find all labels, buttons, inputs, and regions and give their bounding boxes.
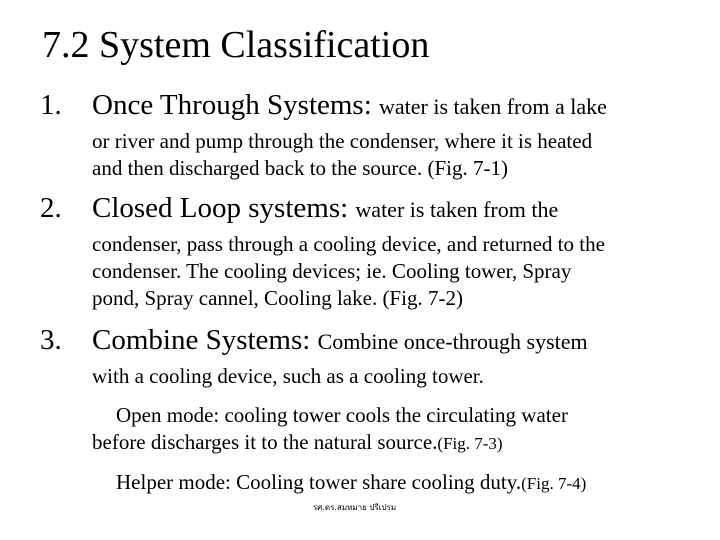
item-lead-text: water is taken from the xyxy=(355,197,559,222)
item-heading: Combine Systems: xyxy=(92,324,311,356)
slide-title: 7.2 System Classification xyxy=(42,24,430,66)
open-mode-line-1 xyxy=(92,402,568,429)
item-body xyxy=(92,231,700,312)
list-item-closed-loop xyxy=(40,191,700,312)
item-body-line: or river and pump through the condenser, where it is heated xyxy=(92,129,593,153)
item-lead-text: water is taken from a lake xyxy=(379,94,607,119)
item-number: 3. xyxy=(40,324,62,356)
open-mode-line-2 xyxy=(92,429,568,457)
open-mode-text-cont: before discharges it to the natural source. xyxy=(92,430,438,454)
item-body-line: condenser. The cooling devices; ie. Cooling tower, Spray xyxy=(92,259,572,283)
list-item-combine xyxy=(40,323,700,390)
item-body-line: and then discharged back to the source. (Fig. 7-1) xyxy=(92,156,508,180)
item-heading-row xyxy=(40,191,700,227)
item-heading-row xyxy=(40,323,700,359)
footer-author: รศ.ดร.สมหมาย ปรีเปรม xyxy=(313,503,397,512)
item-body xyxy=(92,363,700,390)
open-mode-text: Open mode: cooling tower cools the circulating water xyxy=(116,403,568,427)
item-body-line: pond, Spray cannel, Cooling lake. (Fig. 7-2) xyxy=(92,286,463,310)
item-number: 2. xyxy=(40,192,62,224)
open-mode-fig-ref: (Fig. 7-3) xyxy=(437,434,503,453)
item-heading: Once Through Systems: xyxy=(92,89,372,121)
item-heading-row xyxy=(40,88,700,124)
open-mode-paragraph xyxy=(92,402,568,457)
helper-mode-paragraph xyxy=(92,469,586,497)
helper-mode-text: Helper mode: Cooling tower share cooling duty. xyxy=(116,470,522,494)
helper-mode-fig-ref: (Fig. 7-4) xyxy=(521,474,587,493)
item-body-line: condenser, pass through a cooling device, and returned to the xyxy=(92,232,605,256)
item-body xyxy=(92,128,700,182)
item-body-line: with a cooling device, such as a cooling tower. xyxy=(92,364,484,388)
item-number: 1. xyxy=(40,89,62,121)
item-heading: Closed Loop systems: xyxy=(92,192,349,224)
item-lead-text: Combine once-through system xyxy=(317,329,588,354)
list-item-once-through xyxy=(40,88,700,182)
